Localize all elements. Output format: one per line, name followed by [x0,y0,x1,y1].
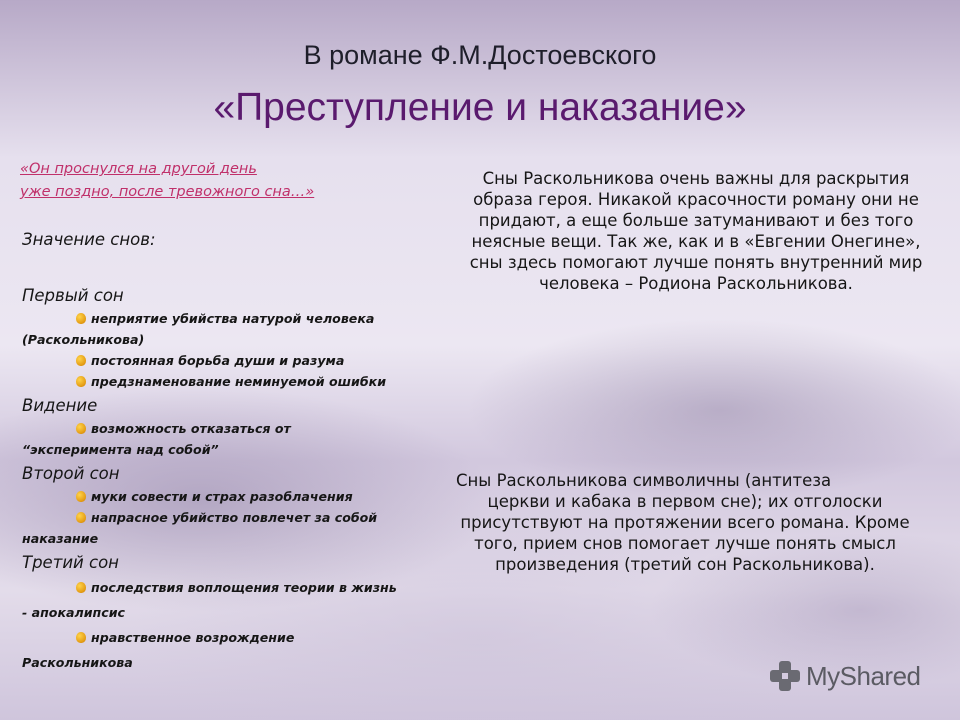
list-item: постоянная борьба души и разума [22,350,402,371]
section-vision: Видение [22,396,98,415]
list-item: напрасное убийство повлечет за собой наказание [22,510,378,546]
bullet-icon [76,491,86,502]
paragraph-dreams-importance: Сны Раскольникова очень важны для раскрытия образа героя. Никакой красочности роману они не придают, а еще больше затуманивают и без того неясные вещи. Так же, как и в «Евгении Онегине», сны здесь помогают лучше понять внутренний мир человека – Родиона Раскольникова. [469,169,923,293]
myshared-logo-icon [770,661,800,691]
dreams-meaning-heading: Значение снов: [22,230,156,249]
bullet-icon [76,632,86,643]
slide-title-line2: «Преступление и наказание» [213,86,747,129]
bullet-icon [76,355,86,366]
myshared-watermark [770,656,930,696]
bullet-icon [76,376,86,387]
list-item: неприятие убийства натурой человека (Раскольникова) [22,311,375,347]
list-item: последствия воплощения теории в жизнь - апокалипсис [22,580,397,620]
list-item: нравственное возрождение Раскольникова [22,630,295,670]
list-item: возможность отказаться от “эксперимента над собой” [22,421,291,457]
section-third-dream: Третий сон [22,553,119,572]
slide-title-line1: В романе Ф.М.Достоевского [303,40,657,70]
epigraph-line2: уже поздно, после тревожного сна…» [20,184,315,200]
bullet-icon [76,512,86,523]
watermark-text: MyShared [806,660,921,691]
epigraph-quote [20,158,400,204]
paragraph-first-line: Сны Раскольникова символичны (антитеза [456,471,832,490]
epigraph-line1: «Он проснулся на другой день [20,161,257,177]
list-item: муки совести и страх разоблачения [22,486,402,507]
bullet-icon [76,423,86,434]
section-second-dream: Второй сон [22,464,120,483]
bullet-icon [76,313,86,324]
paragraph-dreams-symbolism [450,470,920,575]
paragraph-rest: церкви и кабака в первом сне); их отголоски присутствуют на протяжении всего романа. Кроме того, прием снов помогает лучше понять смысл произведения (третий сон Раскольникова). [460,492,910,574]
section-first-dream: Первый сон [22,286,124,305]
bullet-icon [76,582,86,593]
list-item: предзнаменование неминуемой ошибки [22,371,402,392]
dreams-meaning-list [22,228,402,675]
